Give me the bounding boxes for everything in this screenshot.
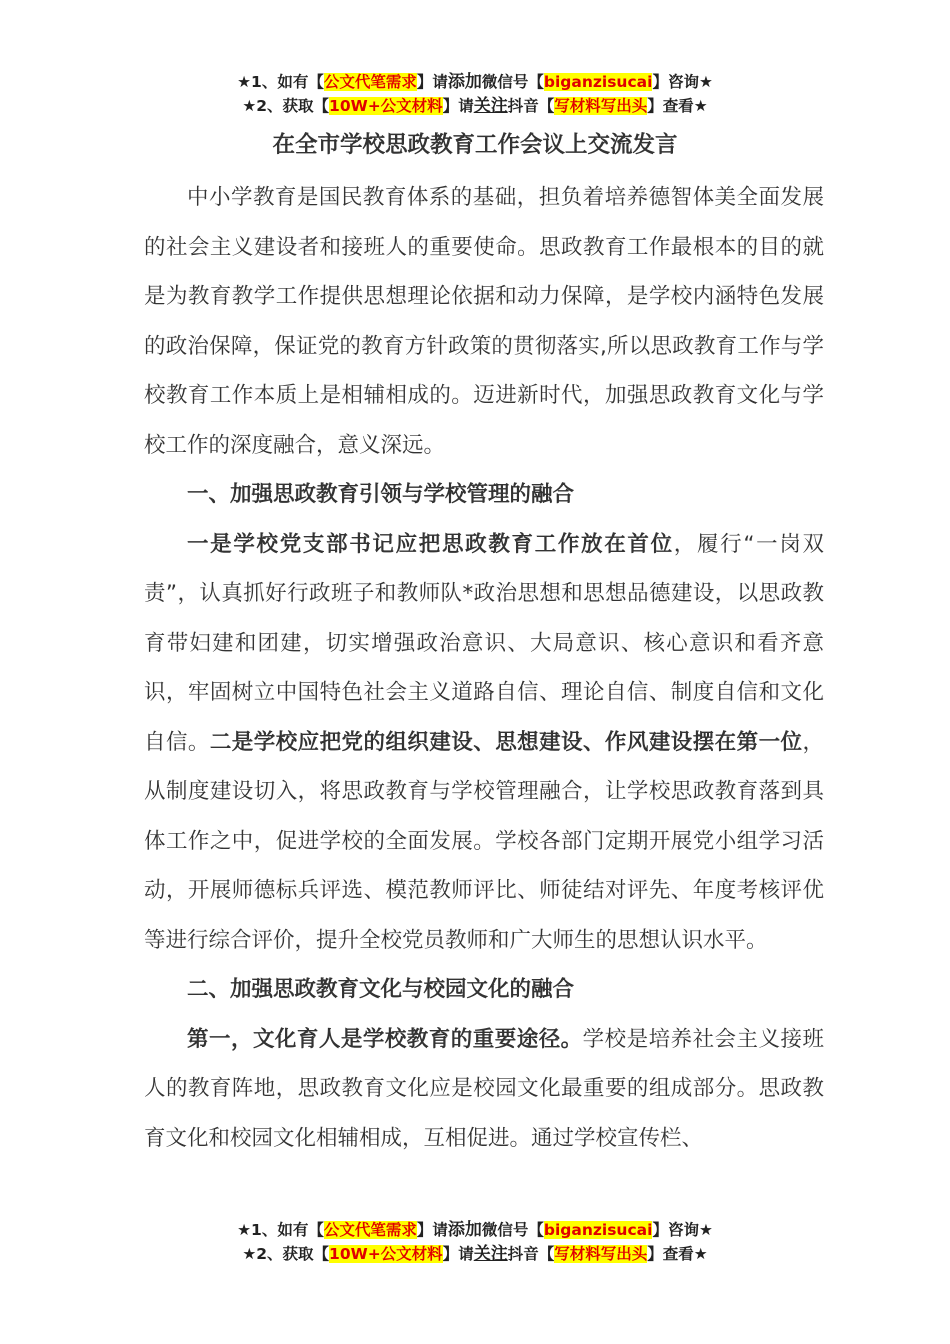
douyin-account: 写材料写出头 bbox=[554, 1245, 648, 1263]
promo-line-1: ★1、如有【公文代笔需求】请添加微信号【biganzisucai】咨询★ bbox=[237, 1220, 713, 1240]
document-body bbox=[144, 173, 824, 1163]
header-promo-banner bbox=[0, 70, 950, 118]
douyin-account: 写材料写出头 bbox=[554, 97, 648, 115]
bold-lead: 二是学校应把党的组织建设、思想建设、作风建设摆在第一位 bbox=[209, 729, 803, 755]
promo-line-2: ★2、获取【10W+公文材料】请关注抖音【写材料写出头】查看★ bbox=[242, 96, 708, 116]
section-1-heading: 一、加强思政教育引领与学校管理的融合 bbox=[187, 482, 575, 507]
section-2-paragraph: 第一，文化育人是学校教育的重要途径。学校是培养社会主义接班人的教育阵地，思政教育文化应是校园文化最重要的组成部分。思政教育文化和校园文化相辅相成，互相促进。通过学校宣传栏、 bbox=[144, 1026, 824, 1151]
bold-lead: 一是学校党支部书记应把思政教育工作放在首位 bbox=[187, 531, 674, 557]
document-title: 在全市学校思政教育工作会议上交流发言 bbox=[272, 132, 678, 158]
wechat-id: biganzisucai bbox=[543, 73, 653, 91]
section-2-heading: 二、加强思政教育文化与校园文化的融合 bbox=[187, 977, 575, 1002]
promo-highlight: 10W+公文材料 bbox=[329, 97, 443, 115]
promo-highlight: 公文代笔需求 bbox=[323, 73, 417, 91]
promo-line-2: ★2、获取【10W+公文材料】请关注抖音【写材料写出头】查看★ bbox=[242, 1244, 708, 1264]
promo-highlight: 公文代笔需求 bbox=[323, 1221, 417, 1239]
footer-promo-banner bbox=[0, 1218, 950, 1266]
intro-paragraph: 中小学教育是国民教育体系的基础，担负着培养德智体美全面发展的社会主义建设者和接班人的重要使命。思政教育工作最根本的目的就是为教育教学工作提供思想理论依据和动力保障，是学校内涵特色发展的政治保障，保证党的教育方针政策的贯彻落实,所以思政教育工作与学校教育工作本质上是相辅相成的。迈进新时代，加强思政教育文化与学校工作的深度融合，意义深远。 bbox=[144, 185, 824, 458]
bold-lead: 第一，文化育人是学校教育的重要途径。 bbox=[187, 1026, 583, 1052]
promo-line-1: ★1、如有【公文代笔需求】请添加微信号【biganzisucai】咨询★ bbox=[237, 72, 713, 92]
section-1-paragraph: 一是学校党支部书记应把思政教育工作放在首位，履行“一岗双责”，认真抓好行政班子和教师队*政治思想和思想品德建设，以思政教育带妇建和团建，切实增强政治意识、大局意识、核心意识和看齐意识，牢固树立中国特色社会主义道路自信、理论自信、制度自信和文化自信。二是学校应把党的组织建设、思想建设、作风建设摆在第一位，从制度建设切入，将思政教育与学校管理融合，让学校思政教育落到具体工作之中，促进学校的全面发展。学校各部门定期开展党小组学习活动，开展师德标兵评选、模范教师评比、师徒结对评先、年度考核评优等进行综合评价，提升全校党员教师和广大师生的思想认识水平。 bbox=[144, 531, 824, 953]
wechat-id: biganzisucai bbox=[543, 1221, 653, 1239]
promo-highlight: 10W+公文材料 bbox=[329, 1245, 443, 1263]
